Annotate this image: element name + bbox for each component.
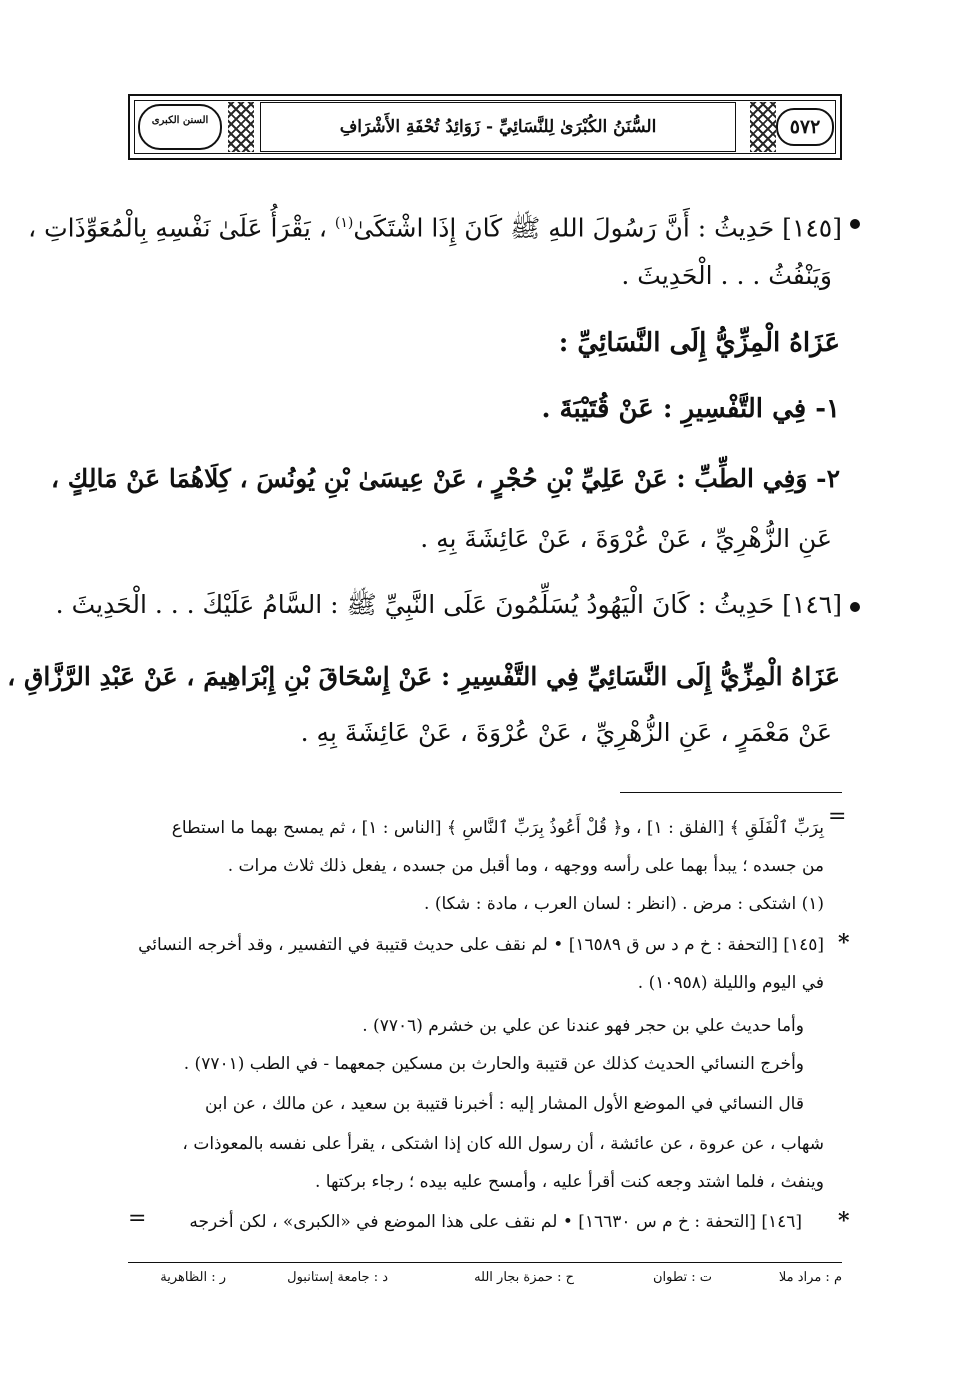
- footnote-star-145: *: [838, 930, 850, 956]
- bullet-hadith-146: [850, 602, 860, 612]
- continuation-mark-start: =: [828, 804, 847, 829]
- note-145-line-7: وينفث ، فلما اشتد وجعه كنت أقرأ عليه ، وأمسح عليه بيده ؛ رجاء بركتها .: [314, 1172, 824, 1192]
- ornament-right: [750, 102, 776, 152]
- note-145-line-1: [١٤٥] [التحفة : خ م د س ق ١٦٥٨٩] • لم نقف على حديث قتيبة في التفسير ، وقد أخرجه النسائي: [138, 935, 824, 955]
- footnote-continuation-line-2: من جسده ؛ يبدأ بهما على رأسه ووجهه ، وما أقبل من جسده ، يفعل ذلك ثلاث مرات .: [227, 856, 824, 876]
- footnote-1: (١) اشتكى : مرض . (انظر : لسان العرب ، مادة : شكا) .: [424, 894, 824, 914]
- attribution-heading-2-line-2: عَنْ مَعْمَرٍ ، عَنِ الزُّهْرِيِّ ، عَنْ عُرْوَةَ ، عَنْ عَائِشَةَ بِهِ .: [300, 718, 832, 747]
- header-title: السُّنَنُ الكُبْرَىٰ لِلنَّسَائِيِّ - زَوَائِدُ تُحْفَةِ الأَشْرَافِ: [339, 117, 657, 137]
- hadith-145-text-a: [١٤٥] حَدِيثُ : أَنَّ رَسُولَ اللهِ ﷺ كَانَ إِذَا اشْتَكَىٰ: [353, 213, 842, 243]
- footnote-continuation-line-1: بِرَبِّ ٱلْفَلَقِ ﴾ [الفلق : ١] ، و﴿ قُلْ أَعُوذُ بِرَبِّ ٱلنَّاسِ ﴾ [الناس : ١] ، ثم يمسح بهما ما استطاع: [171, 818, 824, 838]
- attribution-item-1: ١- فِي التَّفْسِيرِ : عَنْ قُتَيْبَةَ .: [541, 394, 840, 424]
- footnote-star-146: *: [838, 1208, 850, 1234]
- manuscript-t: ت : تطوان: [652, 1270, 712, 1285]
- continuation-mark-end: =: [128, 1206, 147, 1231]
- book-logo-text: السنن الكبرى: [151, 115, 209, 126]
- book-logo: [138, 104, 222, 150]
- attribution-item-2-line-2: عَنِ الزُّهْرِيِّ ، عَنْ عُرْوَةَ ، عَنْ عَائِشَةَ بِهِ .: [420, 524, 832, 553]
- attribution-heading-1: عَزَاهُ الْمِزِّيُّ إِلَى النَّسَائِيِّ :: [558, 328, 840, 358]
- page-number: ٥٧٢: [776, 108, 834, 146]
- note-145-line-4: وأخرج النسائي الحديث كذلك عن قتيبة والحارث بن مسكين جمعهما - في الطب (٧٧٠١) .: [183, 1054, 804, 1074]
- footnote-separator: [620, 792, 842, 793]
- ornament-left: [228, 102, 254, 152]
- bullet-hadith-145: [850, 219, 860, 229]
- page-header: [128, 94, 842, 160]
- hadith-146: [١٤٦] حَدِيثُ : كَانَ الْيَهُودُ يُسَلِّمُونَ عَلَى النَّبِيِّ ﷺ : السَّامُ عَلَيْكَ . . . الْحَدِيثَ .: [55, 590, 842, 619]
- manuscript-h: ح : حمزة بجار الله: [474, 1270, 574, 1285]
- manuscript-m: م : مراد ملا: [778, 1270, 842, 1285]
- attribution-heading-2-line-1: عَزَاهُ الْمِزِّيُّ إِلَى النَّسَائِيِّ فِي التَّفْسِيرِ : عَنْ إِسْحَاقَ بْنِ إِبْرَاهِيمَ ، عَنْ عَبْدِ الرَّزَّاقِ ،: [7, 662, 840, 691]
- attribution-item-2-line-1: ٢- وَفِي الطِّبِّ : عَنْ عَلِيِّ بْنِ حُجْرٍ ، عَنْ عِيسَىٰ بْنِ يُونُسَ ، كِلَاهُمَا عَنْ مَالِكٍ ،: [51, 464, 840, 493]
- manuscript-r: ر : الظاهرية: [160, 1270, 226, 1285]
- note-145-line-3: وأما حديث علي بن حجر فهو عندنا عن علي بن خشرم (٧٧٠٦) .: [362, 1016, 804, 1036]
- manuscript-d: د : جامعة إستانبول: [287, 1270, 388, 1285]
- note-145-line-2: في اليوم والليلة (١٠٩٥٨) .: [637, 973, 824, 993]
- bottom-rule: [128, 1262, 842, 1263]
- note-145-line-5: قال النسائي في الموضع الأول المشار إليه : أخبرنا قتيبة بن سعيد ، عن مالك ، عن ابن: [204, 1094, 804, 1114]
- footnote-ref-1: (١): [334, 215, 354, 231]
- note-146-line-1: [١٤٦] [التحفة : خ م س ١٦٦٣٠] • لم نقف على هذا الموضع في «الكبرى» ، لكن أخرجه: [189, 1212, 802, 1232]
- note-145-line-6: شهاب ، عن عروة ، عن عائشة ، أن رسول الله كان إذا اشتكى ، يقرأ على نفسه بالمعوذات ،: [182, 1134, 824, 1154]
- hadith-145-line-1: [28, 206, 842, 245]
- hadith-145-text-b: ، يَقْرَأُ عَلَىٰ نَفْسِهِ بِالْمُعَوِّذَاتِ ،: [28, 213, 327, 243]
- hadith-145-line-2: وَيَنْفُثُ . . . الْحَدِيثَ .: [621, 261, 832, 290]
- header-title-frame: [260, 102, 736, 152]
